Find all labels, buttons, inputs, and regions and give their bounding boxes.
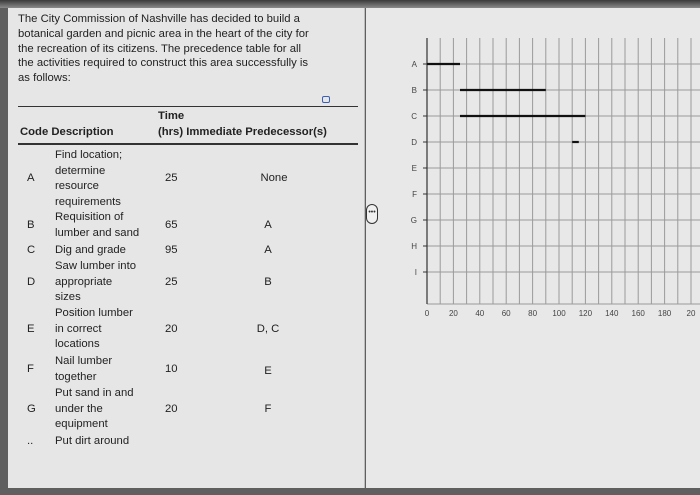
problem-page	[8, 8, 365, 488]
desc-line: appropriate	[55, 275, 113, 288]
row-c-predecessor: A	[264, 244, 272, 256]
desc-line: Position lumber	[55, 307, 133, 319]
row-a-predecessor: None	[260, 172, 288, 184]
x-tick-label: 40	[475, 309, 485, 318]
x-tick-label: 140	[605, 309, 619, 318]
activity-label: C	[411, 112, 417, 121]
page-scroll-handle[interactable]: •••	[366, 204, 378, 224]
activity-label: H	[411, 242, 417, 251]
row-g-code: G	[27, 403, 36, 415]
row-c-time: 95	[165, 244, 178, 256]
gantt-chart	[366, 8, 700, 488]
desc-line: Requisition of	[55, 211, 124, 223]
row-h-code: ..	[27, 435, 34, 447]
bookmark-icon	[322, 96, 330, 103]
activity-label: I	[414, 268, 417, 277]
desc-line: Put sand in and	[55, 387, 134, 399]
x-tick-label: 20	[686, 309, 696, 318]
desc-line: requirements	[55, 195, 121, 208]
intro-line: The City Commission of Nashville has decided to build a	[18, 13, 300, 25]
activity-label: B	[411, 86, 417, 95]
row-d-description	[55, 259, 153, 306]
row-d-time: 25	[165, 276, 178, 288]
table-header-rule	[18, 143, 358, 145]
header-code-description: Code Description	[20, 126, 114, 138]
row-d-code: D	[27, 276, 36, 288]
activity-label: D	[411, 138, 417, 147]
x-tick-label: 160	[631, 309, 645, 318]
row-c-code: C	[27, 244, 36, 256]
problem-intro	[18, 12, 358, 86]
desc-line: equipment	[55, 418, 108, 431]
row-a-time: 25	[165, 172, 178, 184]
desc-line: under the	[55, 402, 103, 415]
x-tick-label: 100	[552, 309, 566, 318]
row-h-description	[55, 434, 153, 450]
desc-line: in correct	[55, 322, 102, 335]
header-time: Time	[158, 110, 185, 122]
row-g-time: 20	[165, 403, 178, 415]
activity-label: F	[412, 190, 417, 199]
activity-label: A	[411, 60, 417, 69]
row-b-time: 65	[165, 219, 178, 231]
x-tick-label: 60	[501, 309, 511, 318]
desc-line: Put dirt around	[55, 435, 130, 447]
row-e-predecessor: D, C	[256, 323, 280, 335]
row-e-time: 20	[165, 323, 178, 335]
row-b-predecessor: A	[264, 219, 272, 231]
x-tick-label: 0	[424, 309, 430, 318]
intro-line: as follows:	[18, 72, 71, 85]
row-c-description	[55, 243, 153, 259]
x-tick-label: 80	[528, 309, 538, 318]
row-f-description	[55, 354, 153, 385]
row-f-code: F	[27, 363, 34, 375]
desc-line: determine	[55, 164, 106, 177]
desc-line: Find location;	[55, 149, 123, 161]
row-a-code: A	[27, 172, 35, 184]
desc-line: Nail lumber	[55, 355, 113, 367]
intro-line: botanical garden and picnic area in the heart of the city for	[18, 27, 309, 40]
header-time-predecessors: (hrs) Immediate Predecessor(s)	[158, 126, 327, 138]
intro-line: the activities required to construct this area successfully is	[18, 57, 309, 70]
activity-label: E	[411, 164, 417, 173]
activity-label: G	[410, 216, 417, 225]
x-tick-label: 20	[448, 309, 458, 318]
row-b-code: B	[27, 219, 35, 231]
row-g-predecessor: F	[264, 403, 272, 415]
row-a-description	[55, 148, 153, 210]
desc-line: resource	[55, 180, 99, 193]
desc-line: sizes	[55, 291, 81, 304]
row-e-code: E	[27, 323, 35, 335]
row-e-description	[55, 306, 153, 353]
desc-line: Saw lumber into	[55, 260, 136, 272]
desc-line: Dig and grade	[55, 244, 126, 256]
row-b-description	[55, 210, 153, 241]
row-f-time: 10	[165, 363, 178, 375]
intro-line: the recreation of its citizens. The precedence table for all	[18, 42, 301, 55]
x-tick-label: 180	[657, 309, 672, 318]
x-tick-label: 120	[578, 309, 593, 318]
desc-line: locations	[55, 338, 100, 351]
row-g-description	[55, 386, 153, 433]
table-top-rule	[18, 106, 358, 107]
top-dark-strip	[0, 0, 700, 8]
row-d-predecessor: B	[264, 276, 272, 288]
desc-line: lumber and sand	[55, 226, 140, 239]
row-f-predecessor: E	[264, 365, 272, 377]
desc-line: together	[55, 370, 97, 383]
